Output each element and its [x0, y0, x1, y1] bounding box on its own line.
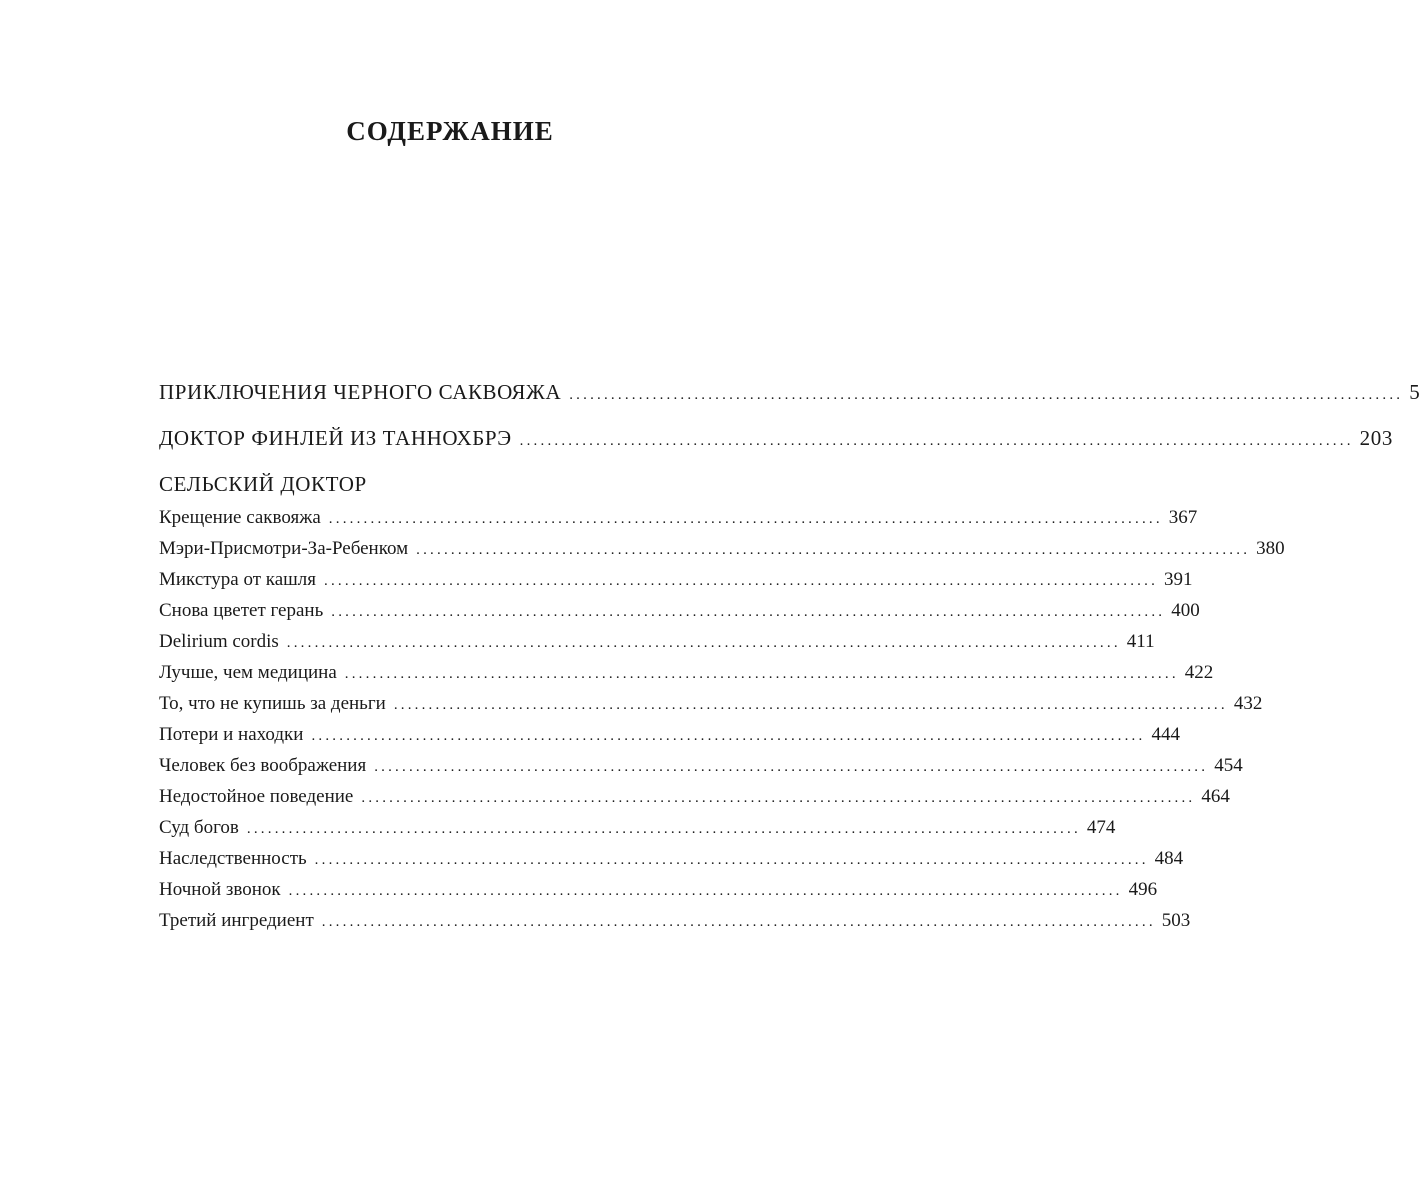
toc-entry-title: Третий ингредиент — [159, 910, 314, 931]
dot-leader: ........................................................................................................................ — [246, 821, 1081, 837]
toc-entry-page: 5 — [1409, 380, 1420, 404]
toc-entry-page: 432 — [1233, 693, 1263, 714]
page-title: СОДЕРЖАНИЕ — [346, 116, 554, 146]
toc-entry-page: 484 — [1154, 848, 1184, 869]
dot-leader: ........................................................................................................................ — [361, 790, 1196, 806]
toc-chapter-entry[interactable] — [159, 569, 1193, 591]
toc-chapter-entry[interactable] — [159, 600, 1200, 622]
toc-entry-title: Крещение саквояжа — [159, 507, 321, 528]
toc-entry-title: Потери и находки — [159, 724, 304, 745]
toc-chapter-entry[interactable] — [159, 755, 1243, 777]
toc-entry-page: 444 — [1151, 724, 1180, 745]
toc-entry-title: Микстура от кашля — [159, 569, 317, 590]
dot-leader: ........................................................................................................................ — [286, 635, 1121, 651]
dot-leader: ........................................................................................................................ — [311, 728, 1146, 744]
toc-entry-title: Лучше, чем медицина — [159, 662, 337, 683]
dot-leader: ........................................................................................................................ — [416, 542, 1251, 558]
dot-leader: ........................................................................................................................ — [324, 573, 1159, 589]
toc-chapter-entry[interactable] — [159, 662, 1214, 684]
toc-entry-page: 380 — [1256, 538, 1285, 559]
toc-chapter-entry[interactable] — [159, 507, 1198, 529]
toc-chapter-entry[interactable] — [159, 848, 1184, 870]
dot-leader: ........................................................................................................................ — [321, 914, 1156, 930]
toc-entry-title: Суд богов — [159, 817, 239, 838]
toc-entry-title: ПРИКЛЮЧЕНИЯ ЧЕРНОГО САКВОЯЖА — [159, 380, 562, 404]
toc-chapter-entry[interactable] — [159, 879, 1158, 901]
toc-part-entry[interactable] — [159, 426, 1393, 451]
toc-entry-page: 400 — [1171, 600, 1200, 621]
dot-leader: ........................................................................................................................ — [569, 387, 1404, 403]
toc-chapter-entry[interactable] — [159, 631, 1155, 653]
toc-entry-title: Человек без воображения — [159, 755, 367, 776]
toc-chapter-entry[interactable] — [159, 693, 1263, 715]
toc-chapter-entry[interactable] — [159, 786, 1230, 808]
toc-chapter-entry[interactable] — [159, 724, 1180, 746]
dot-leader: ........................................................................................................................ — [288, 883, 1123, 899]
toc-part-entry[interactable] — [159, 380, 1420, 405]
toc-entry-title: То, что не купишь за деньги — [159, 693, 386, 714]
dot-leader: ........................................................................................................................ — [331, 604, 1166, 620]
toc-entry-title: ДОКТОР ФИНЛЕЙ ИЗ ТАННОХБРЭ — [159, 426, 512, 450]
toc-entry-title: Delirium cordis — [159, 631, 279, 652]
toc-entry-page: 391 — [1164, 569, 1193, 590]
dot-leader: ........................................................................................................................ — [393, 697, 1228, 713]
dot-leader: ........................................................................................................................ — [328, 511, 1163, 527]
dot-leader: ........................................................................................................................ — [314, 852, 1149, 868]
toc-entry-title: Ночной звонок — [159, 879, 281, 900]
toc-entry-page: 474 — [1086, 817, 1116, 838]
dot-leader: ........................................................................................................................ — [374, 759, 1209, 775]
section-heading[interactable]: СЕЛЬСКИЙ ДОКТОР — [159, 472, 367, 496]
toc-entry-page: 454 — [1214, 755, 1243, 776]
toc-entry-page: 411 — [1126, 631, 1155, 652]
dot-leader: ........................................................................................................................ — [344, 666, 1179, 682]
toc-entry-page: 367 — [1168, 507, 1198, 528]
toc-chapter-entry[interactable] — [159, 538, 1285, 560]
toc-entry-title: Снова цветет герань — [159, 600, 324, 621]
toc-entry-page: 496 — [1128, 879, 1158, 900]
toc-entry-page: 203 — [1359, 426, 1393, 450]
toc-entry-title: Мэри-Присмотри-За-Ребенком — [159, 538, 409, 559]
toc-chapter-entry[interactable] — [159, 910, 1191, 932]
toc-entry-page: 464 — [1201, 786, 1230, 807]
toc-entry-page: 503 — [1161, 910, 1191, 931]
toc-entry-title: Недостойное поведение — [159, 786, 354, 807]
toc-entry-page: 422 — [1184, 662, 1214, 683]
dot-leader: ........................................................................................................................ — [519, 433, 1354, 449]
toc-entry-title: Наследственность — [159, 848, 307, 869]
toc-chapter-entry[interactable] — [159, 817, 1116, 839]
